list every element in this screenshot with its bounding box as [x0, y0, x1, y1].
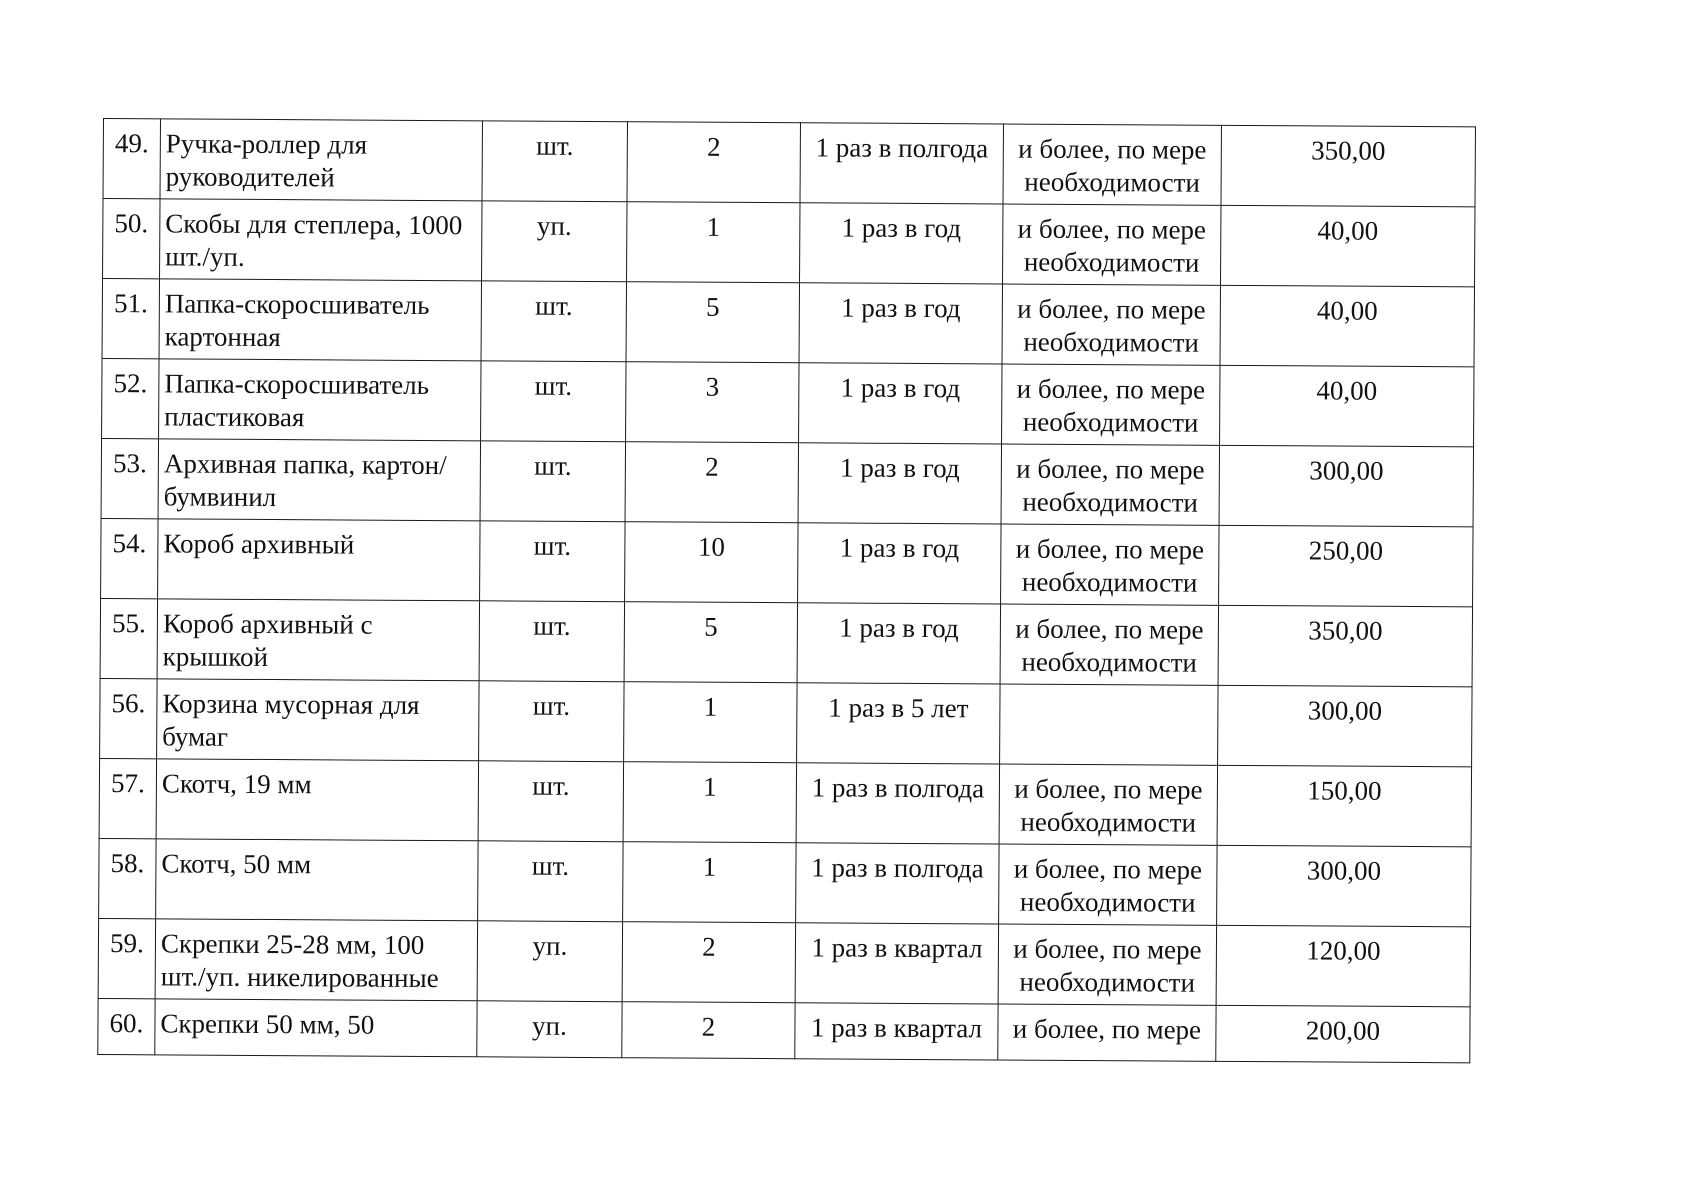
- quantity-cell: 3: [626, 362, 799, 443]
- table-row: [101, 518, 1473, 606]
- table-row: [100, 598, 1472, 686]
- price-cell: 350,00: [1218, 605, 1472, 687]
- price-cell: 120,00: [1216, 925, 1470, 1007]
- item-name: Скотч, 50 мм: [156, 839, 478, 921]
- note-cell: и более, по мере необходимости: [1003, 204, 1221, 285]
- note-cell: и более, по мере необходимости: [1001, 524, 1219, 605]
- item-name: Скобы для степлера, 1000 шт./уп.: [160, 199, 482, 281]
- quantity-cell: 2: [627, 122, 800, 203]
- quantity-cell: 1: [623, 842, 796, 923]
- period-cell: 1 раз в полгода: [796, 843, 999, 924]
- row-number: 51.: [102, 279, 159, 359]
- quantity-cell: 2: [625, 442, 798, 523]
- period-cell: 1 раз в полгода: [800, 123, 1003, 204]
- quantity-cell: 1: [623, 762, 796, 843]
- note-cell: и более, по мере необходимости: [1000, 604, 1218, 685]
- quantity-cell: 5: [626, 282, 799, 363]
- note-cell: и более, по мере необходимости: [1002, 284, 1220, 365]
- table-row: [102, 358, 1474, 446]
- note-cell: и более, по мере необходимости: [1001, 444, 1219, 525]
- item-name: Папка-скоросшиватель пластиковая: [159, 359, 481, 441]
- price-cell: 300,00: [1219, 445, 1473, 527]
- price-cell: 40,00: [1220, 365, 1474, 447]
- period-cell: 1 раз в год: [799, 283, 1002, 364]
- unit-cell: шт.: [482, 121, 627, 202]
- table-body: [98, 119, 1476, 1063]
- row-number: 55.: [100, 598, 157, 678]
- price-cell: 40,00: [1220, 285, 1474, 367]
- item-name: Папка-скоросшиватель картонная: [159, 279, 481, 361]
- supplies-table: [97, 118, 1476, 1063]
- item-name: Корзина мусорная для бумаг: [157, 679, 479, 761]
- row-number: 54.: [101, 518, 158, 598]
- table-row: [98, 998, 1470, 1062]
- row-number: 53.: [101, 438, 158, 518]
- note-cell: и более, по мере необходимости: [998, 924, 1216, 1005]
- item-name: Скрепки 25-28 мм, 100 шт./уп. никелированные: [155, 919, 477, 1001]
- note-cell: и более, по мере необходимости: [999, 844, 1217, 925]
- price-cell: 350,00: [1221, 125, 1475, 207]
- table-row: [103, 119, 1475, 207]
- table-row: [99, 758, 1471, 846]
- period-cell: 1 раз в полгода: [796, 763, 999, 844]
- row-number: 49.: [103, 119, 160, 199]
- table-row: [103, 199, 1475, 287]
- table-row: [102, 279, 1474, 367]
- item-name: Скрепки 50 мм, 50: [155, 999, 477, 1057]
- unit-cell: шт.: [480, 521, 625, 602]
- item-name: Скотч, 19 мм: [156, 759, 478, 841]
- row-number: 50.: [103, 199, 160, 279]
- quantity-cell: 5: [624, 602, 797, 683]
- unit-cell: шт.: [479, 601, 624, 682]
- table-row: [98, 918, 1470, 1006]
- note-cell: [1000, 684, 1218, 765]
- unit-cell: шт.: [480, 441, 625, 522]
- row-number: 52.: [102, 358, 159, 438]
- unit-cell: шт.: [478, 761, 623, 842]
- price-cell: 300,00: [1217, 845, 1471, 927]
- period-cell: 1 раз в год: [797, 603, 1000, 684]
- table-row: [99, 838, 1471, 926]
- unit-cell: уп.: [482, 201, 627, 282]
- item-name: Архивная папка, картон/бумвинил: [158, 439, 480, 521]
- period-cell: 1 раз в год: [798, 523, 1001, 604]
- unit-cell: уп.: [477, 921, 622, 1002]
- row-number: 59.: [98, 918, 155, 998]
- quantity-cell: 2: [622, 1002, 795, 1059]
- table-row: [101, 438, 1473, 526]
- note-cell: и более, по мере необходимости: [1003, 124, 1221, 205]
- unit-cell: шт.: [479, 681, 624, 762]
- unit-cell: шт.: [481, 361, 626, 442]
- row-number: 57.: [99, 758, 156, 838]
- period-cell: 1 раз в год: [799, 363, 1002, 444]
- quantity-cell: 2: [622, 922, 795, 1003]
- period-cell: 1 раз в квартал: [795, 923, 998, 1004]
- period-cell: 1 раз в год: [798, 443, 1001, 524]
- period-cell: 1 раз в квартал: [795, 1003, 998, 1060]
- note-cell: и более, по мере необходимости: [999, 764, 1217, 845]
- price-cell: 250,00: [1219, 525, 1473, 607]
- price-cell: 300,00: [1218, 685, 1472, 767]
- note-cell: и более, по мере необходимости: [1002, 364, 1220, 445]
- unit-cell: шт.: [481, 281, 626, 362]
- row-number: 60.: [98, 998, 155, 1054]
- item-name: Короб архивный с крышкой: [157, 599, 479, 681]
- price-cell: 150,00: [1217, 765, 1471, 847]
- unit-cell: уп.: [477, 1001, 622, 1058]
- table-row: [100, 678, 1472, 766]
- price-cell: 200,00: [1216, 1005, 1470, 1063]
- quantity-cell: 1: [627, 202, 800, 283]
- period-cell: 1 раз в год: [800, 203, 1003, 284]
- quantity-cell: 10: [625, 522, 798, 603]
- unit-cell: шт.: [478, 841, 623, 922]
- item-name: Ручка-роллер для руководителей: [160, 119, 482, 201]
- price-cell: 40,00: [1220, 205, 1474, 287]
- row-number: 56.: [100, 678, 157, 758]
- quantity-cell: 1: [624, 682, 797, 763]
- item-name: Короб архивный: [158, 519, 480, 601]
- note-cell: и более, по мере: [998, 1004, 1216, 1061]
- row-number: 58.: [99, 838, 156, 918]
- period-cell: 1 раз в 5 лет: [797, 683, 1000, 764]
